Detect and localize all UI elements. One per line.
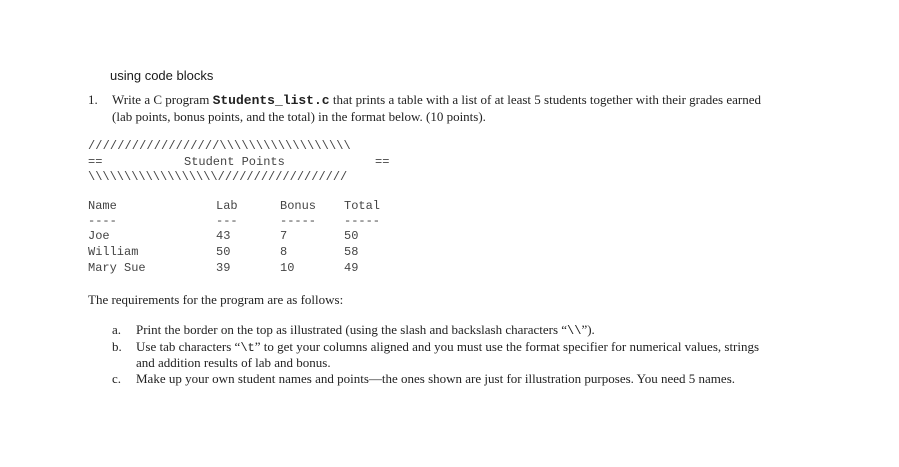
question-text-after: that prints a table with a list of at least 5 students together with their grades earned — [329, 92, 761, 107]
handwritten-note: using code blocks — [110, 68, 214, 83]
lab-points: 50 — [216, 245, 231, 259]
requirement-b-marker: b. — [112, 339, 122, 354]
question-number: 1. — [88, 92, 98, 107]
requirement-a-after: ”). — [581, 322, 595, 337]
lab-points: 43 — [216, 229, 231, 243]
program-filename: Students_list.c — [212, 93, 330, 108]
requirement-b-code: \t — [240, 341, 255, 355]
total-points: 50 — [344, 229, 359, 243]
total-points: 58 — [344, 245, 359, 259]
sample-border-top: //////////////////\\\\\\\\\\\\\\\\\\ — [88, 139, 351, 153]
bonus-points: 10 — [280, 261, 295, 275]
requirement-a-text — [136, 322, 595, 338]
header-underline-total: ----- — [344, 214, 381, 228]
question-line-1 — [112, 92, 761, 108]
sample-title: Student Points — [184, 155, 285, 169]
bonus-points: 7 — [280, 229, 288, 243]
requirement-a-marker: a. — [112, 322, 122, 337]
question-text-before: Write a C program — [112, 92, 213, 107]
column-header-lab: Lab — [216, 199, 238, 213]
requirement-c-marker: c. — [112, 371, 122, 386]
requirement-c-text: Make up your own student names and points—the ones shown are just for illustration purposes. You need 5 names. — [136, 371, 736, 386]
requirement-b-text — [136, 339, 759, 355]
column-header-name: Name — [88, 199, 117, 213]
sample-border-bottom: \\\\\\\\\\\\\\\\\\////////////////// — [88, 170, 348, 184]
requirement-b-text-continued: and addition results of lab and bonus. — [136, 355, 331, 370]
header-underline-bonus: ----- — [280, 214, 317, 228]
student-name: Joe — [88, 229, 110, 243]
question-line-2: (lab points, bonus points, and the total) in the format below. (10 points). — [112, 109, 486, 124]
requirement-a-before: Print the border on the top as illustrated (using the slash and backslash characters “ — [136, 322, 568, 337]
sample-title-left-marker: == — [88, 155, 103, 169]
total-points: 49 — [344, 261, 359, 275]
lab-points: 39 — [216, 261, 231, 275]
requirement-a-code: \\ — [567, 324, 582, 338]
header-underline-name: ---- — [88, 214, 117, 228]
sample-title-right-marker: == — [375, 155, 390, 169]
requirement-b-after: ” to get your columns aligned and you must use the format specifier for numerical values, strings — [254, 339, 760, 354]
requirement-b-before: Use tab characters “ — [136, 339, 241, 354]
student-name: Mary Sue — [88, 261, 146, 275]
student-name: William — [88, 245, 139, 259]
bonus-points: 8 — [280, 245, 288, 259]
column-header-total: Total — [344, 199, 381, 213]
header-underline-lab: --- — [216, 214, 238, 228]
requirements-intro: The requirements for the program are as follows: — [88, 292, 344, 307]
column-header-bonus: Bonus — [280, 199, 317, 213]
